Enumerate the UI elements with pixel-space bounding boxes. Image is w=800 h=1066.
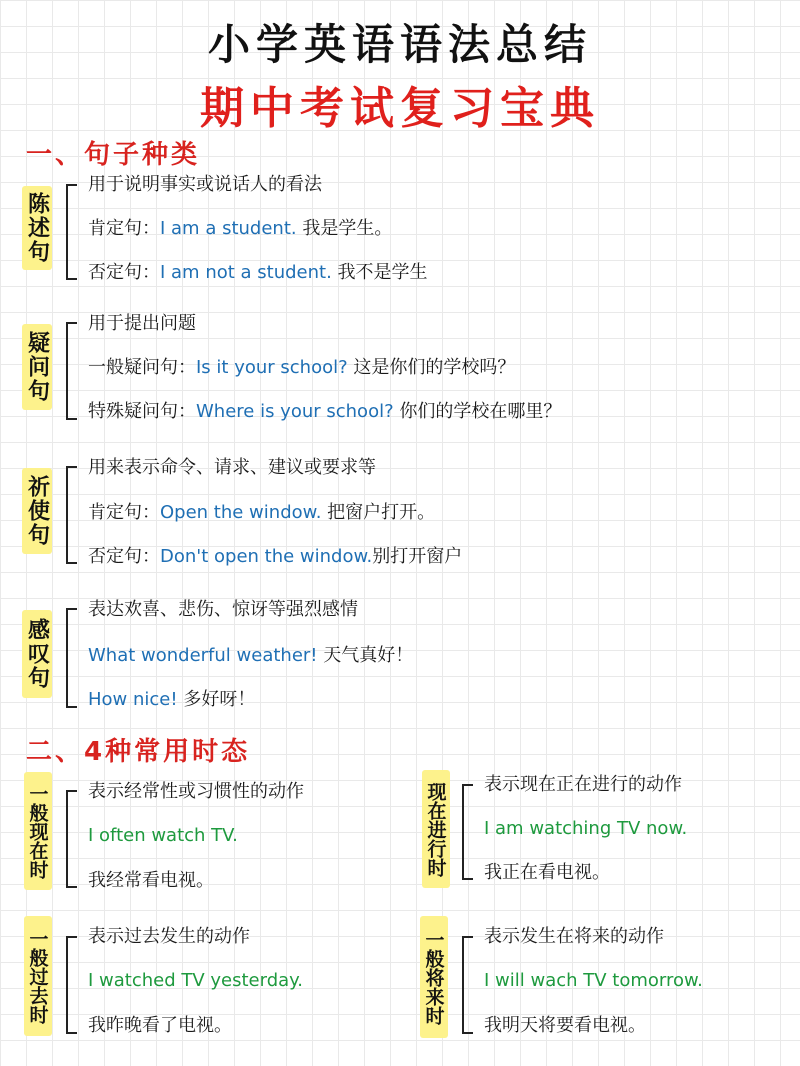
interrogative-description: 用于提出问题: [88, 313, 196, 334]
example-chinese: 别打开窗户: [372, 546, 463, 567]
simple-present-description: 表示经常性或习惯性的动作: [88, 781, 304, 802]
label-imperative-text: 祈使句: [24, 475, 50, 547]
label-simple-past: [24, 916, 52, 1036]
example-english: Is it your school?: [196, 357, 348, 378]
simple-future-example: I will wach TV tomorrow.: [484, 970, 703, 991]
simple-future-translation: 我明天将要看电视。: [484, 1015, 646, 1036]
bracket: [462, 936, 473, 1034]
label-simple-future-text: 一般将来时: [422, 929, 445, 1025]
label-simple-present-text: 一般现在时: [26, 783, 49, 879]
interrogative-example-general: [88, 353, 515, 383]
imperative-example-negative: [88, 542, 462, 572]
example-english: How nice!: [88, 689, 178, 710]
example-english: What wonderful weather!: [88, 645, 318, 666]
label-simple-future: [420, 916, 448, 1038]
label-interrogative-text: 疑问句: [24, 331, 50, 403]
label-simple-present: [24, 772, 52, 890]
example-english: I am not a student.: [160, 262, 332, 283]
example-chinese: 我是学生。: [296, 218, 393, 239]
example-chinese: 这是你们的学校吗？: [347, 357, 516, 378]
bracket: [66, 184, 77, 280]
example-chinese: 把窗户打开。: [321, 502, 436, 523]
page-title: 小学英语语法总结: [207, 20, 592, 69]
imperative-description: 用来表示命令、请求、建议或要求等: [88, 457, 376, 478]
bracket: [66, 790, 77, 888]
label-exclamatory-text: 感叹句: [24, 618, 50, 690]
imperative-example-affirmative: [88, 498, 435, 528]
example-prefix: 否定句：: [88, 546, 160, 567]
label-simple-past-text: 一般过去时: [26, 928, 49, 1024]
label-declarative-text: 陈述句: [24, 192, 50, 264]
simple-future-description: 表示发生在将来的动作: [484, 926, 664, 947]
section-title-tenses: 二、4种常用时态: [26, 737, 251, 767]
declarative-description: 用于说明事实或说话人的看法: [88, 174, 322, 195]
example-prefix: 否定句：: [88, 262, 160, 283]
example-chinese: 我不是学生: [331, 262, 428, 283]
section-title-sentence-types: 一、句子种类: [26, 140, 201, 170]
exclamatory-example-1: [88, 641, 413, 671]
example-prefix: 特殊疑问句：: [88, 401, 196, 422]
example-chinese: 多好呀！: [177, 689, 256, 710]
example-english: I am a student.: [160, 218, 297, 239]
declarative-example-affirmative: [88, 214, 392, 244]
example-prefix: 肯定句：: [88, 502, 160, 523]
example-chinese: 你们的学校在哪里？: [393, 401, 562, 422]
simple-past-example: I watched TV yesterday.: [88, 970, 303, 991]
page-subtitle: 期中考试复习宝典: [200, 83, 600, 134]
bracket: [462, 784, 473, 880]
interrogative-example-special: [88, 397, 561, 427]
example-english: Don't open the window.: [160, 546, 373, 567]
label-exclamatory: [22, 610, 52, 698]
present-continuous-translation: 我正在看电视。: [484, 862, 610, 883]
simple-present-translation: 我经常看电视。: [88, 870, 214, 891]
present-continuous-description: 表示现在正在进行的动作: [484, 774, 682, 795]
bracket: [66, 466, 77, 564]
label-present-continuous: [422, 770, 450, 888]
example-chinese: 天气真好！: [317, 645, 414, 666]
simple-past-translation: 我昨晚看了电视。: [88, 1015, 232, 1036]
label-interrogative: [22, 324, 52, 410]
bracket: [66, 936, 77, 1034]
bracket: [66, 322, 77, 420]
declarative-example-negative: [88, 258, 428, 288]
label-imperative: [22, 468, 52, 554]
simple-past-description: 表示过去发生的动作: [88, 926, 250, 947]
present-continuous-example: I am watching TV now.: [484, 818, 688, 839]
label-declarative: [22, 186, 52, 270]
example-english: Where is your school?: [196, 401, 394, 422]
example-prefix: 肯定句：: [88, 218, 160, 239]
simple-present-example: I often watch TV.: [88, 825, 238, 846]
bracket: [66, 608, 77, 708]
example-english: Open the window.: [160, 502, 322, 523]
exclamatory-description: 表达欢喜、悲伤、惊讶等强烈感情: [88, 599, 358, 620]
example-prefix: 一般疑问句：: [88, 357, 196, 378]
label-present-continuous-text: 现在进行时: [424, 781, 447, 877]
exclamatory-example-2: [88, 685, 255, 715]
